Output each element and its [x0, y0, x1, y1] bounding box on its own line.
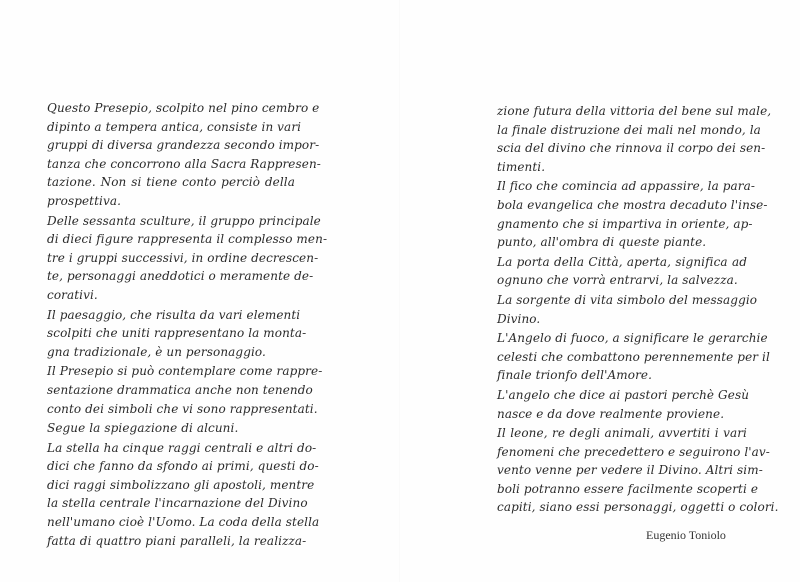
- text-line: La stella ha cinque raggi centrali e altri do-: [47, 440, 317, 455]
- text-line: boli potranno essere facilmente scoperti e: [497, 481, 759, 496]
- text-line: scolpiti che uniti rappresentano la monta-: [47, 326, 307, 341]
- text-line: dipinto a tempera antica, consiste in vari: [47, 119, 302, 134]
- text-line: vento venne per vedere il Divino. Altri sim-: [497, 463, 763, 478]
- text-line: Divino.: [497, 311, 541, 326]
- paragraph: [497, 424, 779, 517]
- text-line: gnamento che si impartiva in oriente, ap-: [497, 216, 753, 231]
- left-page-text: [47, 99, 328, 551]
- text-line: la stella centrale l'incarnazione del Divino: [47, 496, 308, 511]
- paragraph: [47, 419, 295, 438]
- paragraph: [47, 439, 320, 551]
- text-line: nell'umano cioè l'Uomo. La coda della stella: [47, 515, 320, 530]
- text-line: L'Angelo di fuoco, a significare le gerarchie: [497, 331, 768, 346]
- text-line: bola evangelica che mostra decaduto l'inse-: [497, 197, 768, 212]
- text-line: scia del divino che rinnova il corpo dei sen-: [497, 141, 766, 156]
- paragraph: [497, 291, 758, 328]
- text-line: Il fico che comincia ad appassire, la para-: [497, 179, 756, 194]
- text-line: tanza che concorrono alla Sacra Rappresen-: [47, 156, 321, 171]
- text-line: celesti che combattono perennemente per il: [497, 349, 770, 364]
- paragraph: [497, 102, 772, 176]
- right-page-text: [497, 102, 779, 518]
- paragraph: [47, 212, 328, 305]
- text-line: fatta di quattro piani paralleli, la realizza-: [47, 533, 307, 548]
- paragraph: [497, 386, 750, 423]
- text-line: timenti.: [497, 159, 546, 174]
- text-line: tazione. Non si tiene conto perciò della: [47, 175, 295, 190]
- text-line: dici che fanno da sfondo ai primi, questi do-: [47, 459, 319, 474]
- text-line: Questo Presepio, scolpito nel pino cembro e: [47, 101, 320, 115]
- page-fold: [399, 0, 400, 582]
- text-line: Delle sessanta sculture, il gruppo principale: [47, 213, 321, 228]
- text-line: prospettiva.: [47, 193, 122, 208]
- text-line: nasce e da dove realmente proviene.: [497, 406, 725, 421]
- text-line: fenomeni che precedettero e seguirono l'av-: [497, 444, 770, 459]
- paragraph: [497, 329, 770, 385]
- paragraph: [47, 99, 321, 211]
- text-line: La porta della Città, aperta, significa ad: [497, 254, 747, 269]
- text-line: la finale distruzione dei mali nel mondo, la: [497, 122, 761, 137]
- text-line: ognuno che vorrà entrarvi, la salvezza.: [497, 273, 738, 288]
- paragraph: [47, 362, 323, 418]
- text-line: Il Presepio si può contemplare come rappre-: [47, 364, 323, 379]
- paragraph: [47, 306, 307, 362]
- paragraph: [497, 253, 747, 290]
- text-line: L'angelo che dice ai pastori perchè Gesù: [497, 387, 750, 402]
- text-line: zione futura della vittoria del bene sul male,: [497, 104, 772, 118]
- text-line: gruppi di diversa grandezza secondo impor-: [47, 138, 320, 153]
- text-line: Il leone, re degli animali, avvertiti i vari: [497, 426, 747, 441]
- text-line: di dieci figure rappresenta il complesso men-: [47, 232, 328, 247]
- text-line: capiti, siano essi personaggi, oggetti o colori.: [497, 500, 779, 515]
- text-line: La sorgente di vita simbolo del messaggio: [497, 292, 758, 307]
- text-line: sentazione drammatica anche non tenendo: [47, 382, 313, 397]
- paragraph: [497, 177, 768, 251]
- text-line: te, personaggi aneddotici o meramente de-: [47, 269, 314, 284]
- text-line: tre i gruppi successivi, in ordine decrescen-: [47, 250, 319, 265]
- text-line: dici raggi simbolizzano gli apostoli, mentre: [47, 477, 315, 492]
- text-line: Segue la spiegazione di alcuni.: [47, 421, 239, 436]
- text-line: conto dei simboli che vi sono rappresentati.: [47, 401, 318, 416]
- text-line: Il paesaggio, che risulta da vari elementi: [47, 307, 301, 322]
- text-line: gna tradizionale, è un personaggio.: [47, 344, 266, 359]
- text-line: punto, all'ombra di queste piante.: [497, 235, 707, 250]
- text-line: corativi.: [47, 287, 98, 302]
- author-signature: Eugenio Toniolo: [646, 528, 726, 542]
- text-line: finale trionfo dell'Amore.: [497, 368, 653, 383]
